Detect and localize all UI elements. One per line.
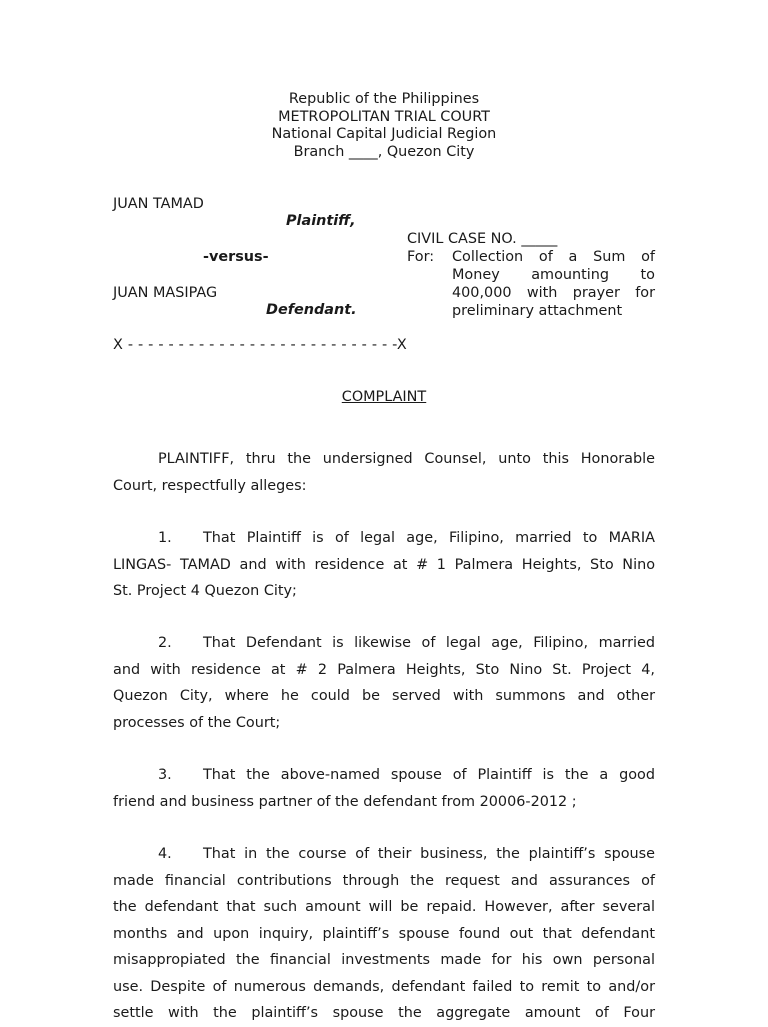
court-header: [0, 91, 768, 161]
case-nature-line: Money amounting to: [452, 267, 655, 283]
paragraph-line: St. Project 4 Quezon City;: [113, 583, 297, 599]
case-nature-line: preliminary attachment: [452, 303, 623, 319]
paragraph-line: That Defendant is likewise of legal age, Filipino, married: [203, 635, 655, 651]
paragraph-number: 4.: [158, 846, 172, 862]
paragraph-1: [113, 525, 655, 605]
intro-line: Court, respectfully alleges:: [113, 477, 307, 494]
civil-case-number: CIVIL CASE NO. _____: [407, 231, 558, 247]
paragraph-line: LINGAS- TAMAD and with residence at # 1 Palmera Heights, Sto Nino: [113, 556, 655, 573]
defendant-name: JUAN MASIPAG: [113, 285, 218, 301]
header-line-4: Branch ____, Quezon City: [293, 143, 475, 160]
paragraph-3: [113, 762, 655, 815]
paragraph-number: 3.: [158, 767, 172, 783]
intro-line: PLAINTIFF, thru the undersigned Counsel, unto this Honorable: [158, 451, 655, 467]
plaintiff-name: JUAN TAMAD: [113, 196, 204, 212]
paragraph-line: the defendant that such amount will be repaid. However, after several: [113, 899, 655, 915]
paragraph-line: friend and business partner of the defendant from 20006-2012 ;: [113, 793, 577, 810]
caption-divider: X - - - - - - - - - - - - - - - - - - - - - - - - - - -X: [113, 337, 407, 353]
paragraph-line: Quezon City, where he could be served with summons and other: [113, 688, 655, 704]
paragraph-line: That in the course of their business, the plaintiff’s spouse: [203, 846, 655, 862]
case-nature-line: 400,000 with prayer for: [452, 285, 655, 301]
paragraph-line: processes of the Court;: [113, 714, 281, 731]
intro-paragraph: [113, 446, 655, 499]
paragraph-number: 2.: [158, 635, 172, 651]
case-nature-line: Collection of a Sum of: [452, 249, 655, 265]
paragraph-line: misappropiated the financial investments made for his own personal: [113, 952, 655, 968]
paragraph-line: and with residence at # 2 Palmera Heights, Sto Nino St. Project 4,: [113, 661, 655, 678]
header-line-3: National Capital Judicial Region: [271, 126, 497, 142]
paragraph-line: use. Despite of numerous demands, defendant failed to remit to and/or: [113, 978, 655, 995]
header-line-2: METROPOLITAN TRIAL COURT: [278, 108, 490, 125]
for-label: For:: [407, 249, 435, 265]
paragraph-line: made financial contributions through the request and assurances of: [113, 872, 655, 889]
header-line-1: Republic of the Philippines: [288, 91, 480, 107]
document-title: COMPLAINT: [341, 389, 427, 405]
versus-label: -versus-: [203, 249, 269, 265]
paragraph-line: settle with the plaintiff’s spouse the aggregate amount of Four: [113, 1005, 655, 1021]
paragraph-line: That Plaintiff is of legal age, Filipino, married to MARIA: [203, 530, 655, 546]
paragraph-line: That the above-named spouse of Plaintiff is the a good: [203, 767, 655, 783]
paragraph-4: [113, 841, 655, 1027]
paragraph-line: months and upon inquiry, plaintiff’s spouse found out that defendant: [113, 925, 655, 942]
case-nature: [452, 248, 655, 320]
paragraph-number: 1.: [158, 530, 172, 546]
paragraph-2: [113, 630, 655, 736]
defendant-label: Defendant.: [266, 302, 357, 318]
plaintiff-label: Plaintiff,: [286, 213, 356, 229]
